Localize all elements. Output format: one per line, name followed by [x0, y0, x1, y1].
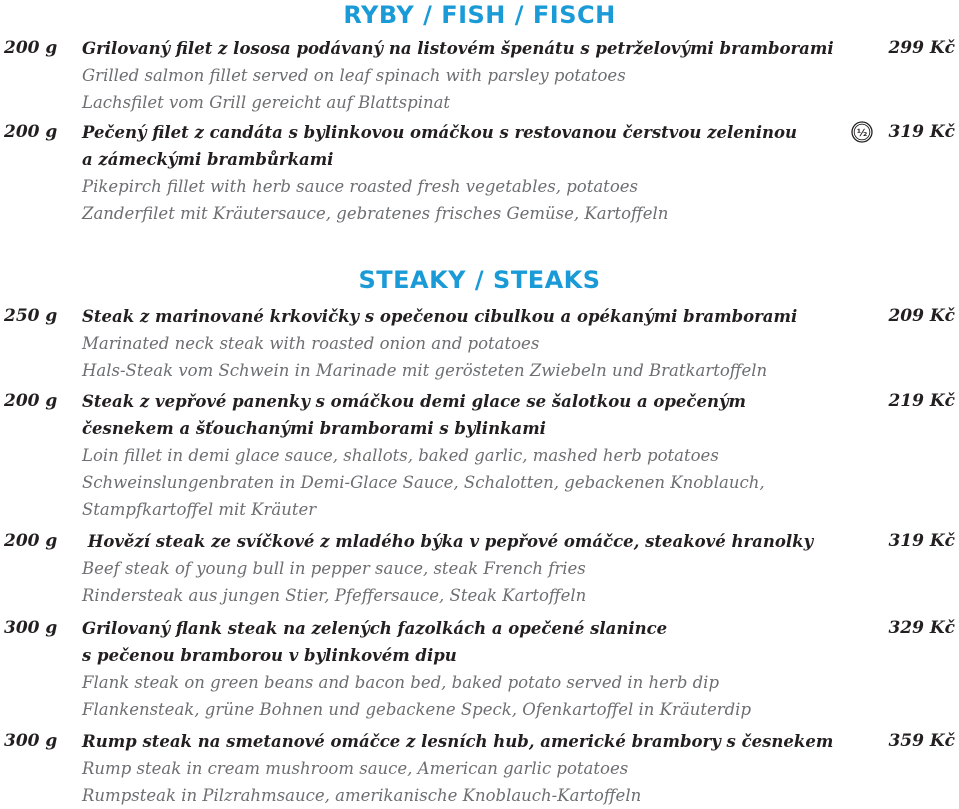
item-price: 359 Kč	[888, 731, 955, 751]
item-description	[82, 388, 862, 523]
item-name-de-cont: Stampfkartoffel mit Kräuter	[82, 500, 317, 519]
item-name-de: Schweinslungenbraten in Demi-Glace Sauce, Schalotten, gebackenen Knoblauch,	[82, 473, 765, 492]
item-name-en: Marinated neck steak with roasted onion and potatoes	[82, 334, 540, 353]
item-price: 209 Kč	[888, 306, 955, 326]
item-name-de: Zanderfilet mit Kräutersauce, gebratenes frisches Gemüse, Kartoffeln	[82, 204, 669, 223]
item-name-cz: Grilovaný filet z lososa podávaný na listovém špenátu s petrželovými bramborami	[82, 39, 834, 58]
item-weight: 200 g	[4, 122, 58, 142]
item-weight: 200 g	[4, 531, 58, 551]
item-name-en: Flank steak on green beans and bacon bed, baked potato served in herb dip	[82, 673, 720, 692]
item-name-cz: Rump steak na smetanové omáčce z lesních hub, americké brambory s česnekem	[82, 732, 834, 751]
item-weight: 300 g	[4, 731, 58, 751]
item-name-en: Pikepirch fillet with herb sauce roasted fresh vegetables, potatoes	[82, 177, 638, 196]
item-description	[82, 728, 862, 809]
item-name-en: Grilled salmon fillet served on leaf spinach with parsley potatoes	[82, 66, 626, 85]
item-price: 219 Kč	[888, 391, 955, 411]
item-description	[82, 615, 862, 723]
item-name-en: Beef steak of young bull in pepper sauce, steak French fries	[82, 559, 586, 578]
item-name-cz-cont: a zámeckými brambůrkami	[82, 150, 334, 169]
svg-text:½: ½	[856, 128, 868, 139]
item-price: 329 Kč	[888, 618, 955, 638]
half-portion-icon	[851, 121, 873, 143]
item-description	[82, 303, 862, 384]
item-name-cz: Grilovaný flank steak na zelených fazolkách a opečené slanince	[82, 619, 668, 638]
item-price: 299 Kč	[888, 38, 955, 58]
fish-section-title: RYBY / FISH / FISCH	[343, 1, 616, 29]
item-weight: 250 g	[4, 306, 58, 326]
item-price: 319 Kč	[888, 122, 955, 142]
steaks-section-title: STEAKY / STEAKS	[358, 266, 601, 294]
item-name-cz-cont: s pečenou bramborou v bylinkovém dipu	[82, 646, 457, 665]
item-weight: 200 g	[4, 391, 58, 411]
item-name-de: Flankensteak, grüne Bohnen und gebackene Speck, Ofenkartoffel in Kräuterdip	[82, 700, 752, 719]
item-weight: 300 g	[4, 618, 58, 638]
item-weight: 200 g	[4, 38, 58, 58]
item-name-en: Rump steak in cream mushroom sauce, American garlic potatoes	[82, 759, 629, 778]
item-description	[82, 119, 862, 227]
item-name-cz: Steak z marinované krkovičky s opečenou cibulkou a opékanými bramborami	[82, 307, 798, 326]
item-name-de: Hals-Steak vom Schwein in Marinade mit gerösteten Zwiebeln und Bratkartoffeln	[82, 361, 768, 380]
item-price: 319 Kč	[888, 531, 955, 551]
item-name-cz: Hovězí steak ze svíčkové z mladého býka v pepřové omáčce, steakové hranolky	[82, 532, 814, 551]
item-name-de: Lachsfilet vom Grill gereicht auf Blattspinat	[82, 93, 451, 112]
item-name-cz: Pečený filet z candáta s bylinkovou omáčkou s restovanou čerstvou zeleninou	[82, 123, 797, 142]
item-name-cz: Steak z vepřové panenky s omáčkou demi glace se šalotkou a opečeným	[82, 392, 747, 411]
item-description	[82, 35, 862, 116]
item-description	[82, 528, 862, 609]
item-name-en: Loin fillet in demi glace sauce, shallots, baked garlic, mashed herb potatoes	[82, 446, 719, 465]
item-name-de: Rumpsteak in Pilzrahmsauce, amerikanische Knoblauch-Kartoffeln	[82, 786, 642, 805]
item-name-cz-cont: česnekem a šťouchanými bramborami s bylinkami	[82, 419, 546, 438]
item-name-de: Rindersteak aus jungen Stier, Pfeffersauce, Steak Kartoffeln	[82, 586, 587, 605]
